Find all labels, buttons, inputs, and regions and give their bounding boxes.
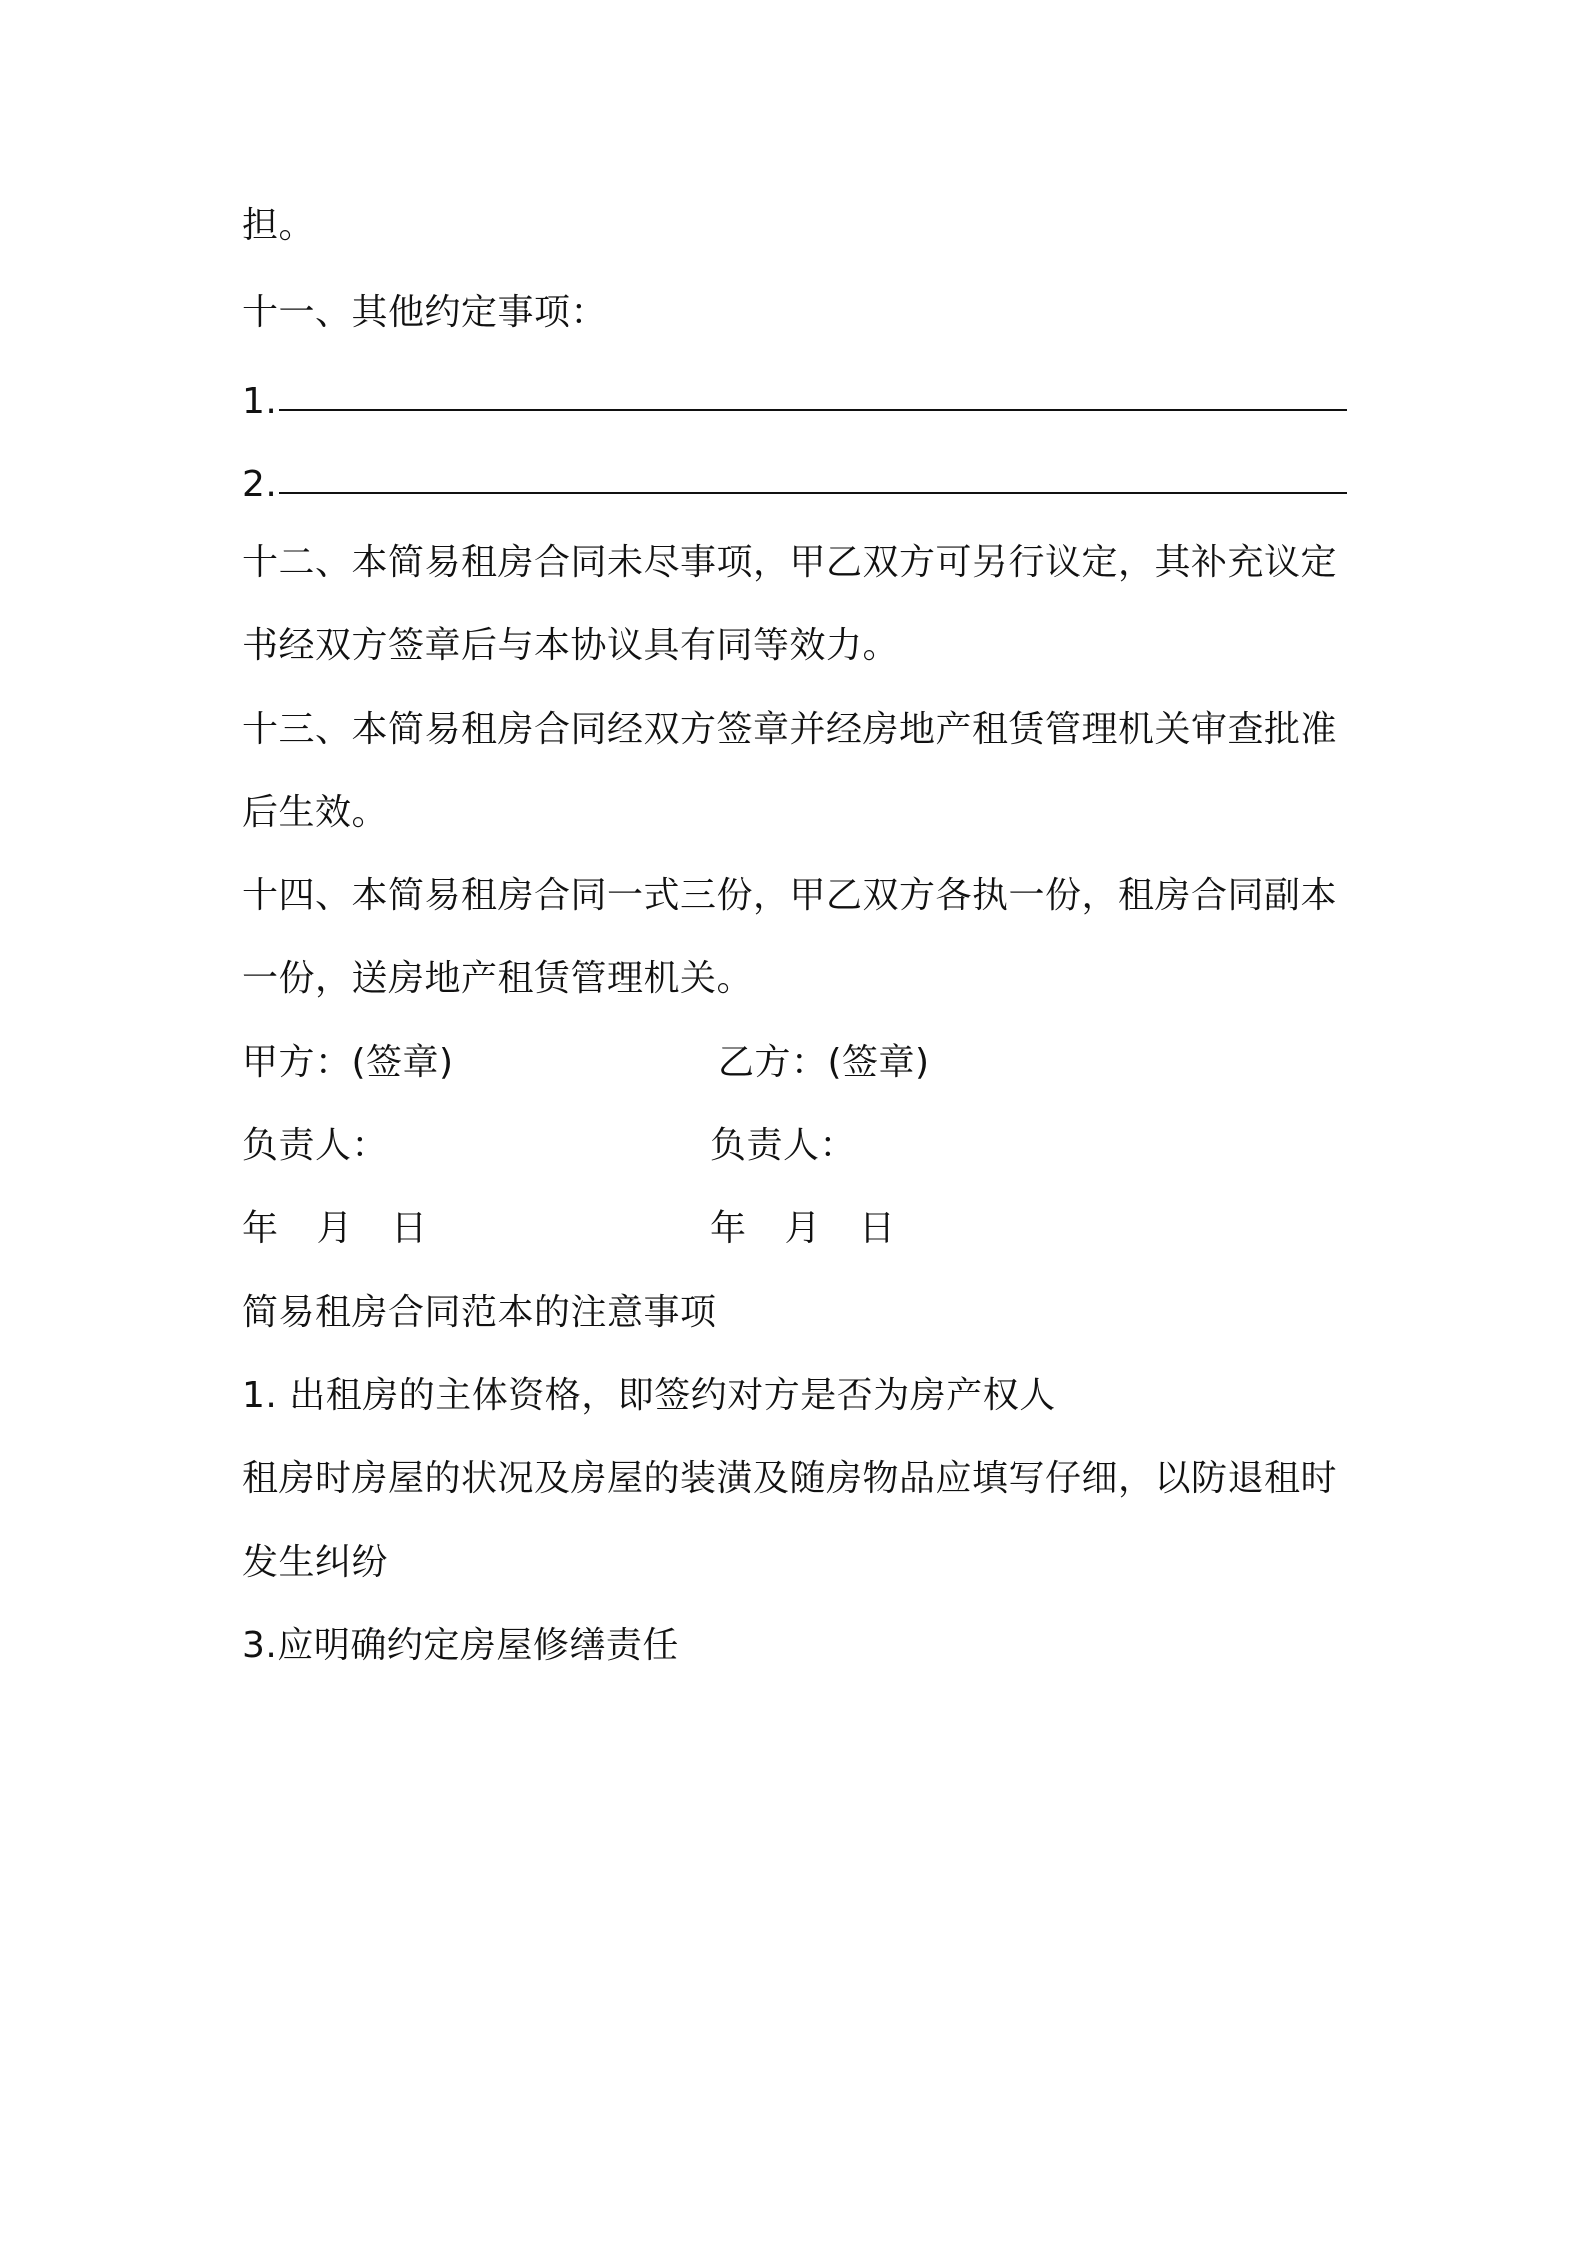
signature-party-row	[242, 1040, 1357, 1086]
date-month: 月	[784, 1208, 822, 1249]
date-month: 月	[316, 1208, 354, 1249]
notes-item: 3.应明确约定房屋修缮责任	[242, 1625, 679, 1666]
date-day: 日	[859, 1208, 896, 1249]
paragraph-line: 十二、本简易租房合同未尽事项，甲乙双方可另行议定，其补充议定	[242, 542, 1338, 583]
paragraph-line: 一份，送房地产租赁管理机关。	[242, 958, 754, 999]
paragraph-line: 书经双方签章后与本协议具有同等效力。	[242, 625, 900, 666]
other-terms-item-1	[242, 379, 1357, 425]
fill-in-blank-line	[279, 492, 1347, 494]
party-a-representative: 负责人：	[242, 1125, 389, 1166]
notes-item: 发生纠纷	[242, 1542, 389, 1583]
notes-item: 租房时房屋的状况及房屋的装潢及随房物品应填写仔细，以防退租时	[242, 1458, 1338, 1499]
paragraph-line: 十四、本简易租房合同一式三份，甲乙双方各执一份，租房合同副本	[242, 875, 1338, 916]
date-year: 年	[242, 1208, 279, 1249]
notes-title: 简易租房合同范本的注意事项	[242, 1292, 717, 1333]
paragraph-line: 后生效。	[242, 792, 389, 833]
party-a-date	[242, 1208, 428, 1249]
party-b-date	[710, 1206, 896, 1252]
paragraph-line: 十三、本简易租房合同经双方签章并经房地产租赁管理机关审查批准	[242, 709, 1338, 750]
signature-rep-row	[242, 1123, 1357, 1169]
date-day: 日	[391, 1208, 428, 1249]
party-b-representative: 负责人：	[710, 1125, 857, 1166]
date-year: 年	[710, 1208, 747, 1249]
item-number: 1.	[242, 381, 278, 422]
notes-item: 1. 出租房的主体资格，即签约对方是否为房产权人	[242, 1375, 1056, 1416]
item-number: 2.	[242, 464, 278, 505]
section-heading-eleven: 十一、其他约定事项：	[242, 292, 608, 333]
party-a-seal: 甲方：(签章)	[242, 1042, 454, 1083]
paragraph-line: 担。	[242, 205, 316, 246]
signature-date-row	[242, 1206, 1357, 1252]
other-terms-item-2	[242, 462, 1357, 508]
fill-in-blank-line	[279, 409, 1347, 411]
party-b-seal: 乙方：(签章)	[718, 1042, 930, 1083]
